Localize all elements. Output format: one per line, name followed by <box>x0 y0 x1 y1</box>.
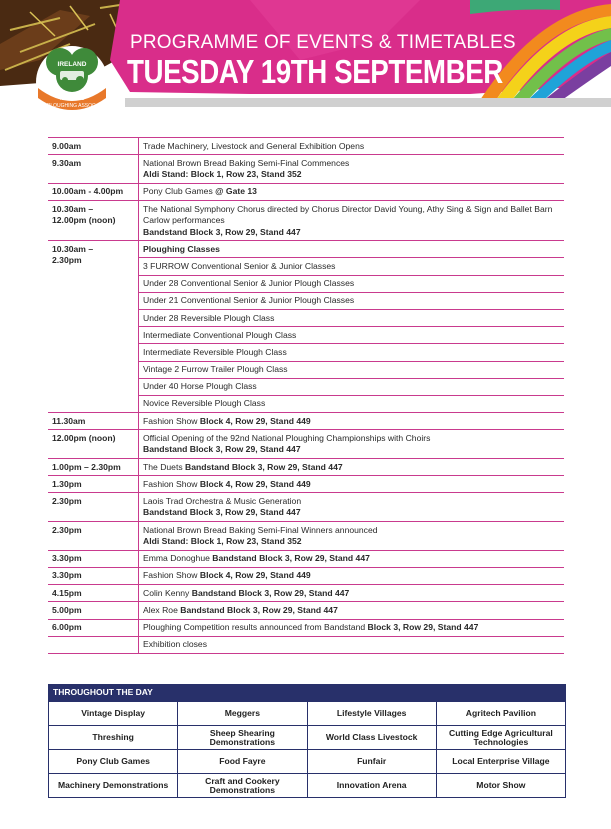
event-time: 2.30pm <box>48 522 139 551</box>
event-time: 1.30pm <box>48 476 139 493</box>
schedule-row <box>48 183 564 200</box>
event-description <box>139 493 565 522</box>
event-class: 3 FURROW Conventional Senior & Junior Classes <box>139 258 565 275</box>
event-class: Vintage 2 Furrow Trailer Plough Class <box>139 361 565 378</box>
attraction-cell: Lifestyle Villages <box>307 702 436 726</box>
ploughing-association-logo <box>30 36 114 120</box>
grid-row <box>49 726 566 750</box>
schedule-row <box>48 636 564 653</box>
event-class: Under 28 Reversible Plough Class <box>139 310 565 327</box>
schedule-row <box>48 241 564 258</box>
schedule-row <box>48 550 564 567</box>
event-text: Laois Trad Orchestra & Music Generation <box>143 495 302 506</box>
event-description <box>139 567 565 584</box>
event-time: 9.30am <box>48 155 139 184</box>
event-location-inline: Bandstand Block 3, Row 29, Stand 447 <box>212 553 370 564</box>
event-description <box>139 619 565 636</box>
attraction-cell: Funfair <box>307 750 436 774</box>
svg-text:PLOUGHING ASSOC.: PLOUGHING ASSOC. <box>46 103 98 109</box>
attraction-cell: Cutting Edge Agricultural Technologies <box>436 726 565 750</box>
schedule-row <box>48 493 564 522</box>
schedule-row <box>48 619 564 636</box>
event-text: Emma Donoghue <box>143 553 213 564</box>
schedule-row <box>48 522 564 551</box>
event-text: National Brown Bread Baking Semi-Final Commences <box>143 157 350 168</box>
schedule-row <box>48 459 564 476</box>
event-description <box>139 459 565 476</box>
event-class: Under 21 Conventional Senior & Junior Plough Classes <box>139 292 565 309</box>
event-text: Trade Machinery, Livestock and General Exhibition Opens <box>143 140 365 151</box>
schedule-row <box>48 430 564 459</box>
page-title-line1: PROGRAMME OF EVENTS & TIMETABLES <box>130 32 516 53</box>
event-time: 11.30am <box>48 413 139 430</box>
grid-row <box>49 750 566 774</box>
event-location-inline: Block 4, Row 29, Stand 449 <box>199 570 311 581</box>
event-text: National Brown Bread Baking Semi-Final Winners announced <box>143 524 378 535</box>
throughout-heading: THROUGHOUT THE DAY <box>48 684 566 701</box>
attraction-cell: World Class Livestock <box>307 726 436 750</box>
event-time: 5.00pm <box>48 602 139 619</box>
event-class: Under 28 Conventional Senior & Junior Plough Classes <box>139 275 565 292</box>
event-class: Intermediate Conventional Plough Class <box>139 327 565 344</box>
event-description <box>139 413 565 430</box>
svg-text:IRELAND: IRELAND <box>57 61 87 68</box>
schedule-row <box>48 567 564 584</box>
event-text: Colin Kenny <box>143 587 192 598</box>
throughout-the-day-section <box>48 684 566 798</box>
event-text: The National Symphony Chorus directed by Chorus Director David Young, Athy Sing & Sign and Ballet Barn Carlow performances <box>143 203 553 226</box>
page-title-date: TUESDAY 19TH SEPTEMBER <box>127 53 503 90</box>
event-class: Novice Reversible Plough Class <box>139 395 565 412</box>
schedule-row <box>48 155 564 184</box>
attraction-cell: Local Enterprise Village <box>436 750 565 774</box>
event-description <box>139 476 565 493</box>
event-location: Bandstand Block 3, Row 29, Stand 447 <box>143 226 301 237</box>
event-time: 1.00pm – 2.30pm <box>48 459 139 476</box>
event-location-inline: Bandstand Block 3, Row 29, Stand 447 <box>180 604 338 615</box>
event-time: 3.30pm <box>48 567 139 584</box>
header-divider <box>125 98 611 107</box>
attraction-cell: Machinery Demonstrations <box>49 774 178 798</box>
schedule-row <box>48 585 564 602</box>
event-description <box>139 636 565 653</box>
event-location-inline: @ Gate 13 <box>215 186 257 197</box>
event-text: Fashion Show <box>143 570 200 581</box>
attraction-cell: Motor Show <box>436 774 565 798</box>
schedule-table <box>48 137 564 654</box>
event-time: 10.00am - 4.00pm <box>48 183 139 200</box>
event-time: 2.30pm <box>48 493 139 522</box>
event-location: Bandstand Block 3, Row 29, Stand 447 <box>143 507 301 518</box>
schedule-row <box>48 602 564 619</box>
event-location: Aldi Stand: Block 1, Row 23, Stand 352 <box>143 169 302 180</box>
event-location-inline: Bandstand Block 3, Row 29, Stand 447 <box>191 587 350 598</box>
grid-row <box>49 774 566 798</box>
event-description <box>139 585 565 602</box>
grid-row <box>49 702 566 726</box>
event-text: Official Opening of the 92nd National Ploughing Championships with Choirs <box>143 432 431 443</box>
event-location: Aldi Stand: Block 1, Row 23, Stand 352 <box>143 536 302 547</box>
event-description <box>139 550 565 567</box>
event-time: 10.30am – 2.30pm <box>48 241 139 413</box>
event-location: Bandstand Block 3, Row 29, Stand 447 <box>143 444 301 455</box>
event-time: 9.00am <box>48 138 139 155</box>
event-time: 6.00pm <box>48 619 139 636</box>
event-location-inline: Block 4, Row 29, Stand 449 <box>199 415 311 426</box>
attraction-cell: Meggers <box>178 702 307 726</box>
event-class: Intermediate Reversible Plough Class <box>139 344 565 361</box>
throughout-grid <box>48 701 566 798</box>
event-time: 3.30pm <box>48 550 139 567</box>
schedule-row <box>48 201 564 241</box>
svg-text:NATIONAL: NATIONAL <box>59 96 85 102</box>
event-location-inline: Block 3, Row 29, Stand 447 <box>367 622 479 632</box>
event-description <box>139 138 565 155</box>
event-description <box>139 183 565 200</box>
event-description <box>139 522 565 551</box>
attraction-cell: Threshing <box>49 726 178 750</box>
attraction-cell: Innovation Arena <box>307 774 436 798</box>
event-description <box>139 155 565 184</box>
attraction-cell: Pony Club Games <box>49 750 178 774</box>
event-text: Ploughing Competition results announced from Bandstand <box>143 622 368 632</box>
event-text: Pony Club Games <box>143 186 216 197</box>
event-text: Fashion Show <box>143 415 200 426</box>
attraction-cell: Vintage Display <box>49 702 178 726</box>
event-text: Exhibition closes <box>143 639 208 650</box>
event-time <box>48 636 139 653</box>
event-location-inline: Bandstand Block 3, Row 29, Stand 447 <box>185 461 343 472</box>
event-description <box>139 201 565 241</box>
event-location-inline: Block 4, Row 29, Stand 449 <box>199 478 311 489</box>
event-text: Alex Roe <box>143 604 181 615</box>
schedule-row <box>48 138 564 155</box>
event-text: The Duets <box>143 461 186 472</box>
attraction-cell: Sheep Shearing Demonstrations <box>178 726 307 750</box>
event-time: 12.00pm (noon) <box>48 430 139 459</box>
schedule-row <box>48 476 564 493</box>
event-class: Under 40 Horse Plough Class <box>139 378 565 395</box>
event-text: Fashion Show <box>143 478 200 489</box>
event-description <box>139 602 565 619</box>
attraction-cell: Agritech Pavilion <box>436 702 565 726</box>
event-heading: Ploughing Classes <box>139 241 565 258</box>
attraction-cell: Craft and Cookery Demonstrations <box>178 774 307 798</box>
event-time: 4.15pm <box>48 585 139 602</box>
schedule-row <box>48 413 564 430</box>
attraction-cell: Food Fayre <box>178 750 307 774</box>
event-description <box>139 430 565 459</box>
event-time: 10.30am – 12.00pm (noon) <box>48 201 139 241</box>
